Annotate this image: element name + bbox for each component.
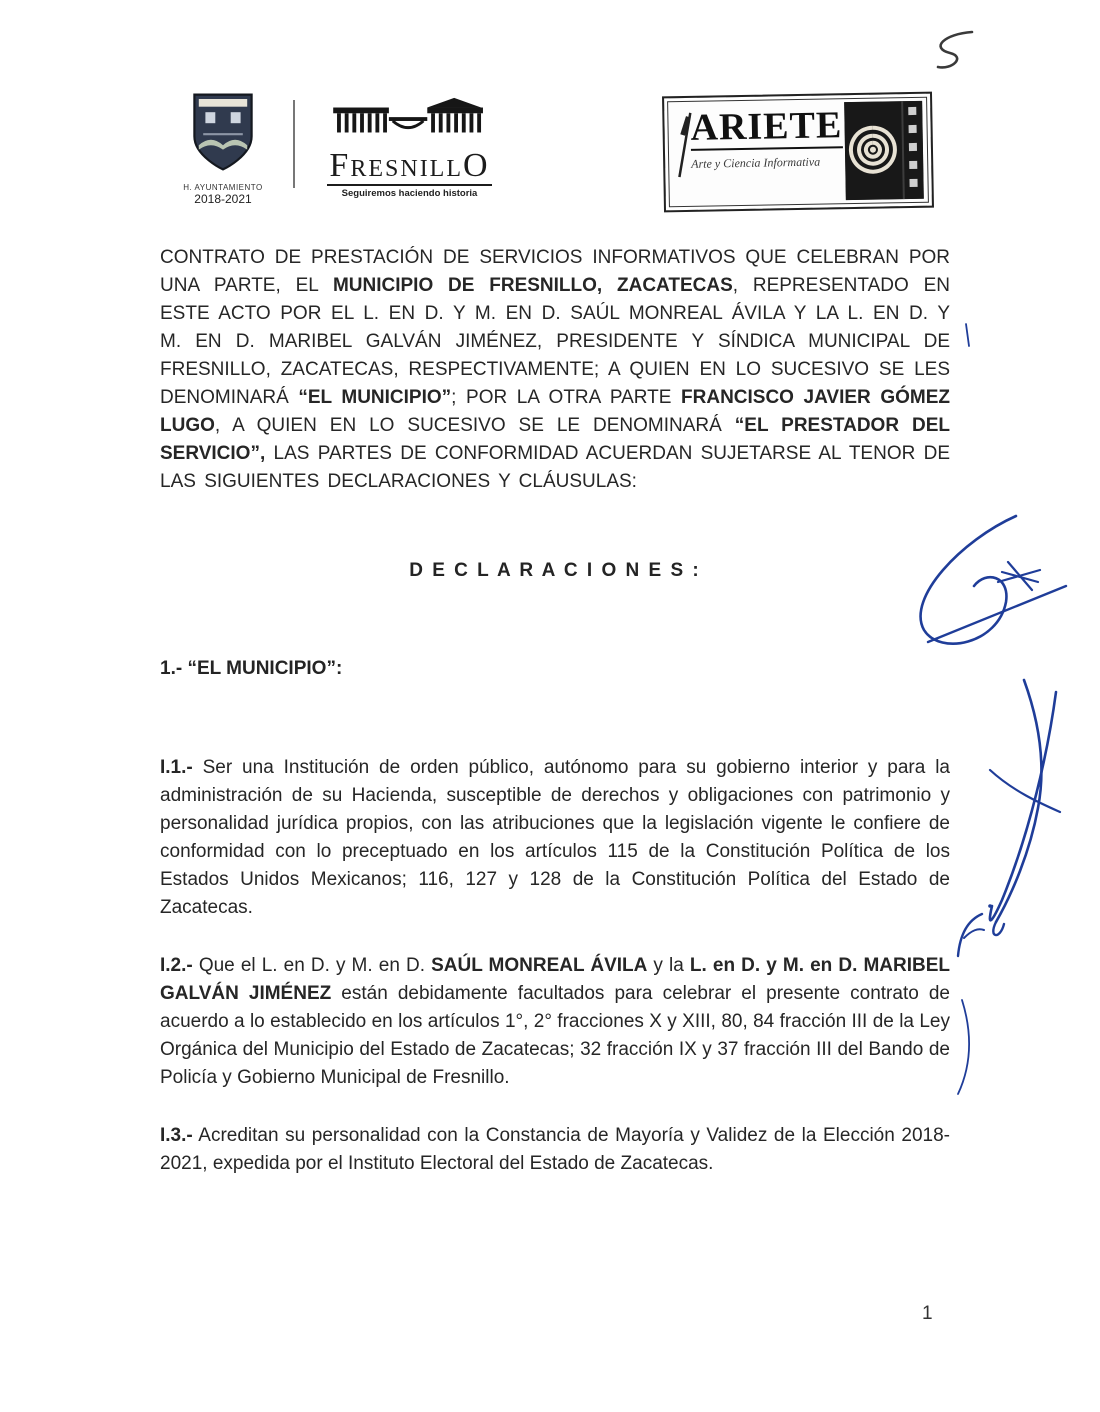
declaraciones-heading: D E C L A R A C I O N E S :	[409, 560, 701, 581]
header-divider	[293, 100, 295, 188]
seal-years: 2018-2021	[194, 192, 252, 206]
page-number: 1	[922, 1303, 933, 1324]
fresnillo-logo	[312, 96, 507, 199]
fresnillo-wordmark: FRESNILLO	[329, 147, 490, 184]
quill-icon	[674, 111, 695, 181]
ariete-logo	[662, 92, 934, 213]
bridge-icon	[326, 96, 494, 144]
ariete-door-panel	[844, 101, 924, 200]
ram-spiral-icon	[844, 101, 924, 200]
seal-caption: H. AYUNTAMIENTO	[183, 183, 263, 192]
clause-i2-paragraph: I.2.- Que el L. en D. y M. en D. SAÚL MONREAL ÁVILA y la L. en D. y M. en D. MARIBEL GALVÁN JIMÉNEZ están debidamente facultados para celebrar el presente contrato de acuerdo a lo establecido en los artículos 1°, 2° fracciones X y XIII, 80, 84 fracción III de la Ley Orgánica del Municipio del Estado de Zacatecas; 32 fracción IX y 37 fracción III del Bando de Policía y Gobierno Municipal de Fresnillo.	[160, 955, 950, 1088]
section-1-heading: 1.- “EL MUNICIPIO”:	[160, 658, 343, 679]
contract-body	[160, 244, 950, 1178]
clause-i1-paragraph: I.1.- Ser una Institución de orden público, autónomo para su gobierno interior y para la administración de su Hacienda, susceptible de derechos y obligaciones con patrimonio y personalidad jurídica propios, con las atribuciones que la legislación vigente le confiere de conformidad con lo preceptuado en los artículos 115 de la Constitución Política de los Estados Unidos Mexicanos; 116, 127 y 128 de la Constitución Política del Estado de Zacatecas.	[160, 757, 950, 918]
fresnillo-tagline: Seguiremos haciendo historia	[341, 188, 478, 199]
municipal-seal	[168, 88, 278, 206]
contract-intro-paragraph: CONTRATO DE PRESTACIÓN DE SERVICIOS INFORMATIVOS QUE CELEBRAN POR UNA PARTE, EL MUNICIPIO DE FRESNILLO, ZACATECAS, REPRESENTADO EN ESTE ACTO POR EL L. EN D. Y M. EN D. SAÚL MONREAL ÁVILA Y LA L. EN D. Y M. EN D. MARIBEL GALVÁN JIMÉNEZ, PRESIDENTE Y SÍNDICA MUNICIPAL DE FRESNILLO, ZACATECAS, RESPECTIVAMENTE; A QUIEN EN LO SUCESIVO SE LES DENOMINARÁ “EL MUNICIPIO”; POR LA OTRA PARTE FRANCISCO JAVIER GÓMEZ LUGO, A QUIEN EN LO SUCESIVO SE LE DENOMINARÁ “EL PRESTADOR DEL SERVICIO”, LAS PARTES DE CONFORMIDAD ACUERDAN SUJETARSE AL TENOR DE LAS SIGUIENTES DECLARACIONES Y CLÁUSULAS:	[160, 247, 950, 492]
ariete-tagline: Arte y Ciencia Informativa	[691, 154, 821, 171]
clause-i3-paragraph: I.3.- Acreditan su personalidad con la Constancia de Mayoría y Validez de la Elección 2018-2021, expedida por el Instituto Electoral del Estado de Zacatecas.	[160, 1125, 950, 1174]
ariete-title: ARIETE	[690, 104, 843, 149]
coat-of-arms-icon	[190, 88, 256, 176]
